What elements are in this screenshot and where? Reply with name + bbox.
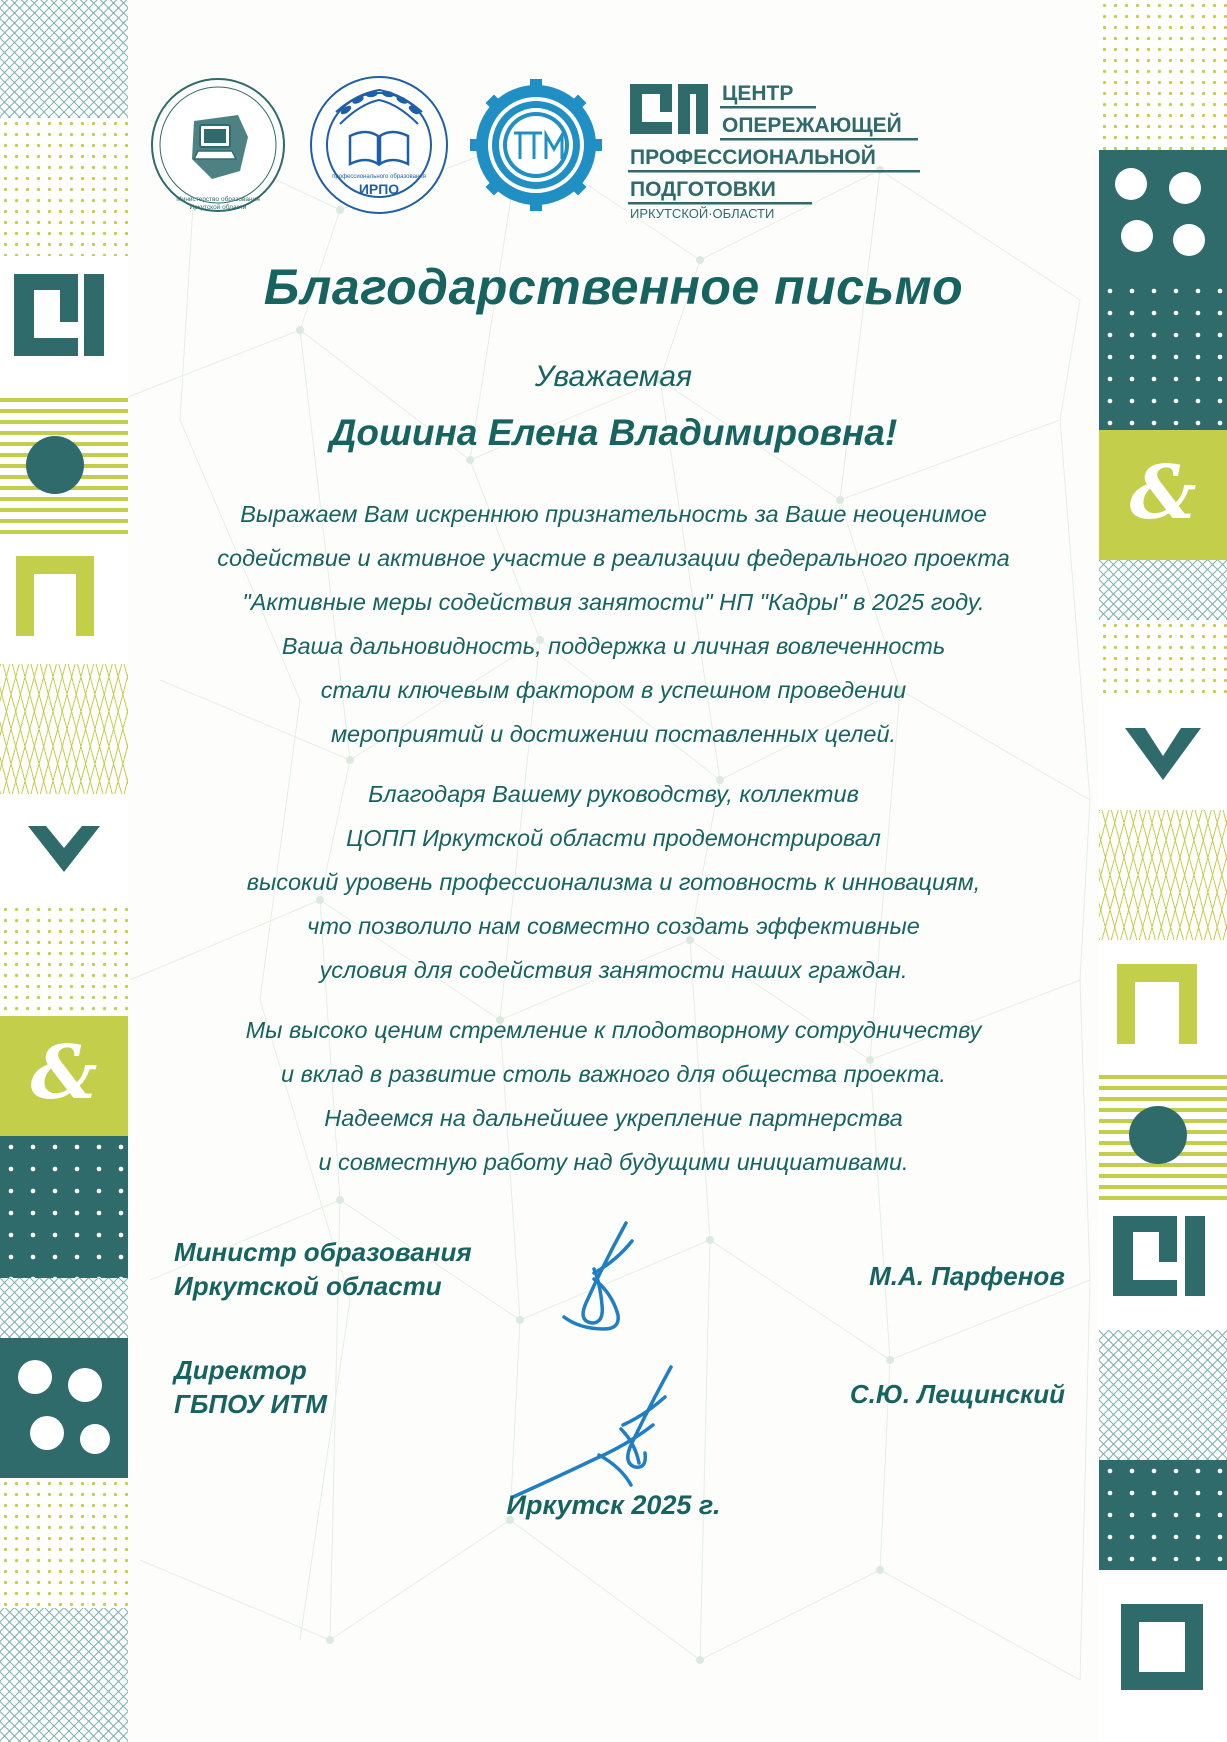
ministry-education-irkutsk-logo <box>148 75 288 220</box>
letter-body <box>136 492 1091 1200</box>
logos-row <box>148 72 1089 222</box>
decor-p-glyph <box>0 534 128 664</box>
decor-copp-glyph <box>0 256 128 394</box>
signature-row-minister <box>148 1235 1089 1353</box>
decor-r-crosshatch <box>1099 560 1227 620</box>
body-line: Мы высоко ценим стремление к плодотворному сотрудничеству <box>245 1017 982 1043</box>
decor-r-dots-olive-2 <box>1099 620 1227 700</box>
svg-text:ПОДГОТОВКИ: ПОДГОТОВКИ <box>630 177 776 201</box>
body-line: условия для содействия занятости наших граждан. <box>319 957 908 983</box>
signature-row-director <box>148 1353 1089 1471</box>
place-and-year: Иркутск 2025 г. <box>506 1490 721 1520</box>
decor-r-dots-dark <box>1099 280 1227 430</box>
svg-text:ПРОФЕССИОНАЛЬНОЙ: ПРОФЕССИОНАЛЬНОЙ <box>630 145 876 169</box>
body-line: содействие и активное участие в реализации федерального проекта <box>217 545 1010 571</box>
paragraph-3 <box>136 1008 1091 1184</box>
svg-text:ОПЕРЕЖАЮЩЕЙ: ОПЕРЕЖАЮЩЕЙ <box>722 113 902 137</box>
signature-role-line2: ГБПОУ ИТМ <box>174 1389 328 1419</box>
decor-r-copp-glyph <box>1099 1200 1227 1330</box>
right-decor-column <box>1099 0 1227 1742</box>
signature-name: С.Ю. Лещинский <box>849 1379 1065 1409</box>
decor-ampersand-block <box>0 1016 128 1136</box>
decor-crosshatch-2 <box>0 1278 128 1338</box>
decor-chevron-block <box>0 794 128 904</box>
left-decor-column <box>0 0 128 1742</box>
ampersand-glyph-right: & <box>1129 450 1197 536</box>
svg-text:профессионального образования: профессионального образования <box>332 173 426 180</box>
signature-role-line1: Директор <box>174 1355 307 1385</box>
decor-r-bigdots <box>1099 150 1227 280</box>
decor-circle-right <box>1129 1106 1187 1164</box>
salutation: Уважаемая <box>534 360 693 393</box>
signatures-block <box>148 1235 1089 1471</box>
itm-gear-logo <box>470 79 602 216</box>
decor-dots-olive-2 <box>0 904 128 1016</box>
decor-r-dots-olive <box>1099 0 1227 150</box>
body-line: высокий уровень профессионализма и готовность к инновациям, <box>246 869 981 895</box>
ampersand-glyph: & <box>30 1030 98 1116</box>
paragraph-1 <box>136 492 1091 756</box>
certificate-content <box>128 0 1099 1742</box>
body-line: стали ключевым фактором в успешном проведении <box>320 677 907 703</box>
svg-text:ИРПО: ИРПО <box>358 180 400 197</box>
svg-text:Министерство образования: Министерство образования <box>176 195 260 203</box>
svg-text:Иркутской области: Иркутской области <box>189 203 247 211</box>
svg-text:ЦЕНТР: ЦЕНТР <box>722 81 794 105</box>
recipient-name: Дошина Елена Владимировна! <box>329 412 898 453</box>
decor-r-squiggle <box>1099 810 1227 940</box>
decor-crosshatch-3 <box>0 1608 128 1742</box>
decor-r-stripes <box>1099 1070 1227 1200</box>
signature-name: М.А. Парфенов <box>869 1261 1065 1291</box>
body-line: Ваша дальновидность, поддержка и личная вовлеченность <box>281 633 946 659</box>
signature-role-line1: Министр образования <box>174 1237 472 1267</box>
body-line: Благодаря Вашему руководству, коллектив <box>368 781 859 807</box>
chevron-down-icon-right <box>1099 700 1227 810</box>
body-line: и совместную работу над будущими инициативами. <box>318 1149 909 1175</box>
signature-role <box>174 1353 327 1421</box>
handwritten-signature-director <box>503 1363 763 1503</box>
decor-bigdots <box>0 1338 128 1478</box>
handwritten-signature-minister <box>508 1217 748 1347</box>
body-line: и вклад в развитие столь важного для общества проекта. <box>281 1061 946 1087</box>
svg-text:ИРКУТСКОЙ·ОБЛАСТИ: ИРКУТСКОЙ·ОБЛАСТИ <box>630 205 775 220</box>
copp-logo <box>626 70 956 225</box>
irpo-logo <box>306 72 452 223</box>
body-line: Надеемся на дальнейшее укрепление партнерства <box>324 1105 903 1131</box>
body-line: "Активные меры содействия занятости" НП "Кадры" в 2025 году. <box>242 589 985 615</box>
body-line: ЦОПП Иркутской области продемонстрировал <box>346 825 881 851</box>
body-line: Выражаем Вам искреннюю признательность за Ваше неоценимое <box>240 501 987 527</box>
decor-r-crosshatch-2 <box>1099 1330 1227 1460</box>
decor-r-o-glyph <box>1099 1570 1227 1742</box>
decor-dots-olive <box>0 118 128 256</box>
decor-dots-olive-3 <box>0 1478 128 1608</box>
decor-dots-dark <box>0 1136 128 1278</box>
decor-r-p-glyph <box>1099 940 1227 1070</box>
paragraph-2 <box>136 772 1091 992</box>
page-title: Благодарственное письмо <box>263 259 964 315</box>
decor-r-chevron-block <box>1099 700 1227 810</box>
signature-role-line2: Иркутской области <box>174 1271 442 1301</box>
body-line: мероприятий и достижении поставленных целей. <box>330 721 897 747</box>
decor-r-dots-dark-2 <box>1099 1460 1227 1570</box>
chevron-down-icon <box>0 794 128 904</box>
decor-squiggle <box>0 664 128 794</box>
decor-crosshatch <box>0 0 128 118</box>
decor-circle <box>26 436 84 494</box>
decor-r-ampersand-block <box>1099 430 1227 560</box>
decor-stripes-olive <box>0 394 128 534</box>
signature-role <box>174 1235 472 1303</box>
body-line: что позволило нам совместно создать эффективные <box>307 913 920 939</box>
